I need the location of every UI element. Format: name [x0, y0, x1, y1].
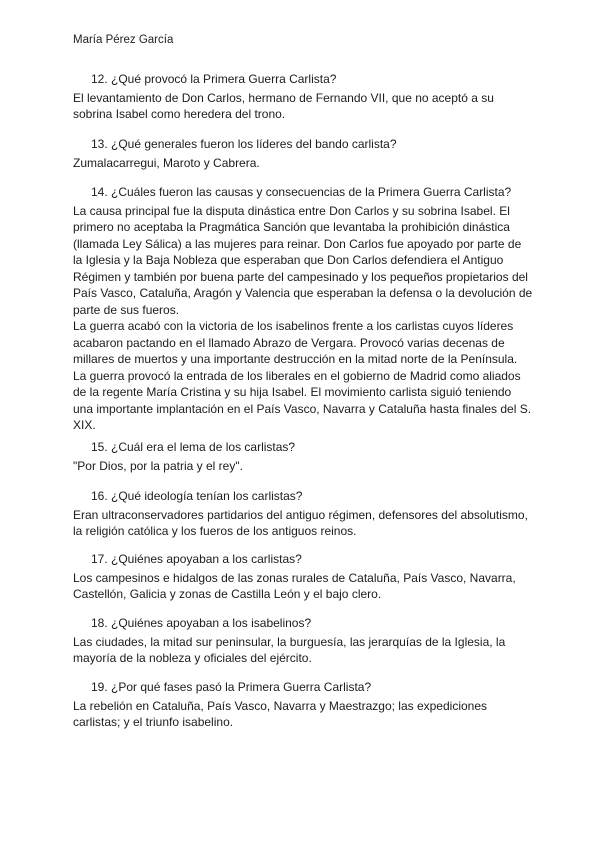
question: 12. ¿Qué provocó la Primera Guerra Carlista?: [91, 72, 337, 86]
qa-block-18: [73, 615, 533, 667]
answer-paragraph: La causa principal fue la disputa dinástica entre Don Carlos y su sobrina Isabel. El primero no aceptaba la Pragmática Sanción que levantaba la prohibición dinástica (llamada Ley Sálica) a las mujeres para reinar. Don Carlos fue apoyado por parte de la Iglesia y la Baja Nobleza que esperaban que Don Carlos defendiera el Antiguo Régimen y también por buena parte del campesinado y los pequeños propietarios del País Vasco, Cataluña, Aragón y Valencia que esperaban la defensa o la devolución de parte de sus fueros.: [73, 203, 533, 317]
answer: [73, 155, 533, 172]
qa-block-19: [73, 679, 533, 731]
question: 18. ¿Quiénes apoyaban a los isabelinos?: [91, 616, 312, 630]
qa-block-12: [73, 71, 533, 123]
qa-block-15: [73, 439, 533, 474]
answer-paragraph: El levantamiento de Don Carlos, hermano de Fernando VII, que no aceptó a su sobrina Isabel como heredera del trono.: [73, 90, 494, 121]
answer-paragraph: Las ciudades, la mitad sur peninsular, la burguesía, las jerarquías de la Iglesia, la mayoría de la nobleza y oficiales del ejército.: [73, 634, 506, 665]
question: 19. ¿Por qué fases pasó la Primera Guerra Carlista?: [91, 680, 372, 694]
answer: [73, 634, 533, 667]
answer-paragraph: La rebelión en Cataluña, País Vasco, Navarra y Maestrazgo; las expediciones carlistas; y el triunfo isabelino.: [73, 698, 488, 729]
answer: [73, 507, 533, 540]
qa-block-14: [73, 184, 533, 434]
answer-paragraph: Zumalacarregui, Maroto y Cabrera.: [73, 155, 260, 170]
qa-block-13: [73, 136, 533, 171]
question: 14. ¿Cuáles fueron las causas y consecuencias de la Primera Guerra Carlista?: [91, 185, 512, 199]
answer: [73, 458, 533, 475]
answer-paragraph: La guerra acabó con la victoria de los isabelinos frente a los carlistas cuyos líderes acabaron pactando en el llamado Abrazo de Vergara. Provocó varias decenas de millares de muertos y una importante destrucción en la mitad norte de la Península. La guerra provocó la entrada de los liberales en el gobierno de Madrid como aliados de la regente María Cristina y su hija Isabel. El movimiento carlista siguió teniendo una importante implantación en el País Vasco, Navarra y Cataluña hasta finales del S. XIX.: [73, 319, 532, 432]
qa-block-16: [73, 488, 533, 540]
qa-block-17: [73, 551, 533, 603]
author-name: María Pérez García: [73, 34, 174, 46]
answer: [73, 698, 533, 731]
question: 13. ¿Qué generales fueron los líderes del bando carlista?: [91, 137, 397, 151]
question: 16. ¿Qué ideología tenían los carlistas?: [91, 489, 303, 503]
answer: [73, 90, 533, 123]
answer-paragraph: Los campesinos e hidalgos de las zonas rurales de Cataluña, País Vasco, Navarra, Castellón, Galicia y zonas de Castilla León y el bajo clero.: [73, 570, 516, 601]
answer-paragraph: "Por Dios, por la patria y el rey".: [73, 458, 243, 473]
answer: [73, 203, 533, 434]
answer-paragraph: Eran ultraconservadores partidarios del antiguo régimen, defensores del absolutismo, la religión católica y los fueros de los antiguos reinos.: [73, 507, 528, 538]
answer: [73, 570, 533, 603]
question: 15. ¿Cuál era el lema de los carlistas?: [91, 440, 296, 454]
question: 17. ¿Quiénes apoyaban a los carlistas?: [91, 552, 302, 566]
